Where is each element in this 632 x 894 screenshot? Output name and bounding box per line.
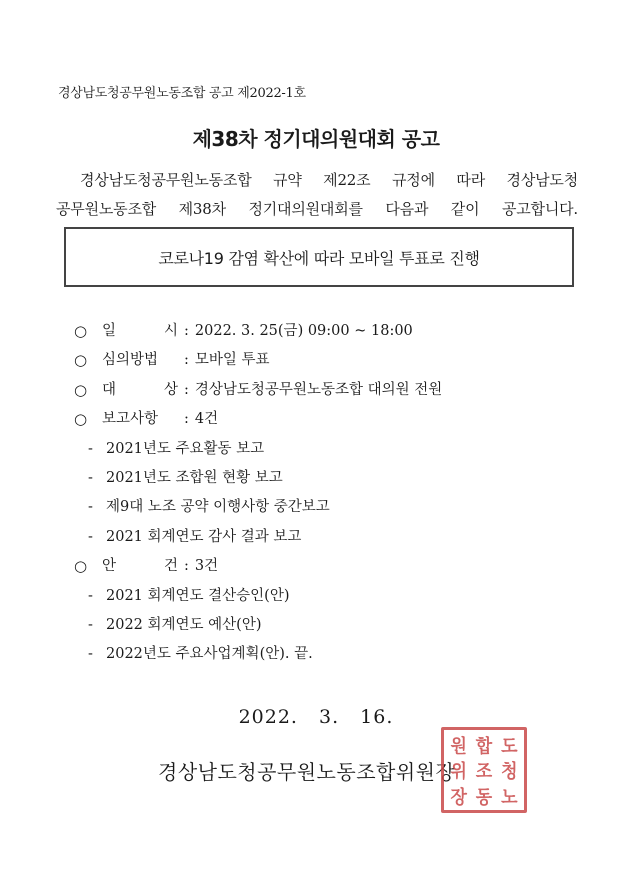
item-label-part: 건 xyxy=(163,558,178,575)
details-list xyxy=(74,317,574,670)
intro-line-2: 공무원노동조합 제38차 정기대의원대회를 다음과 같이 공고합니다. xyxy=(56,200,578,218)
item-label xyxy=(102,317,178,346)
colon: : xyxy=(184,323,189,339)
intro-line-1: 경상남도청공무원노동조합 규약 제22조 규정에 따라 경상남도청 xyxy=(80,171,578,189)
seal-char: 원 xyxy=(450,736,467,759)
item-label-part: 대 xyxy=(102,381,117,398)
item-label-part: 보고사항 xyxy=(102,411,159,428)
intro-paragraph xyxy=(56,166,578,224)
item-label xyxy=(102,405,178,434)
seal-char: 조 xyxy=(475,761,493,784)
item-value: 모바일 투표 xyxy=(194,352,270,369)
bullet-icon: ○ xyxy=(74,322,88,340)
sub-item-text: 2021년도 조합원 현황 보고 xyxy=(106,469,283,486)
item-label xyxy=(102,346,178,375)
detail-item-agenda xyxy=(74,552,574,581)
sub-item xyxy=(74,435,574,464)
document-date: 2022. 3. 16. xyxy=(238,706,394,728)
seal-char: 장 xyxy=(450,787,467,810)
sub-item xyxy=(74,611,574,640)
colon: : xyxy=(184,411,189,428)
dash-icon: - xyxy=(88,646,93,663)
bullet-icon: ○ xyxy=(74,410,88,429)
item-label-part: 시 xyxy=(163,323,178,339)
seal-char: 도 xyxy=(501,736,518,759)
dash-icon: - xyxy=(88,499,93,516)
item-label-part: 일 xyxy=(102,323,117,339)
official-seal-stamp xyxy=(441,727,527,813)
sub-item-text: 제9대 노조 공약 이행사항 중간보고 xyxy=(106,499,330,516)
sub-item-text: 2021 회계연도 감사 결과 보고 xyxy=(106,528,302,545)
dash-icon: - xyxy=(88,616,93,633)
notice-box xyxy=(64,227,574,287)
item-label-part: 상 xyxy=(163,381,178,398)
item-value: 경상남도청공무원노동조합 대의원 전원 xyxy=(194,381,443,398)
detail-item-3 xyxy=(74,376,574,405)
item-label xyxy=(102,552,178,581)
sub-item-text: 2021년도 주요활동 보고 xyxy=(106,440,265,457)
sub-item-text: 2022년도 주요사업계획(안). 끝. xyxy=(106,646,313,663)
item-label-part: 안 xyxy=(102,558,117,575)
bullet-icon: ○ xyxy=(74,557,88,576)
dash-icon: - xyxy=(88,440,93,457)
detail-item-1 xyxy=(74,317,574,346)
seal-char: 청 xyxy=(501,761,518,784)
announcement-number: 경상남도청공무원노동조합 공고 제2022-1호 xyxy=(58,86,306,101)
colon: : xyxy=(184,381,189,398)
item-value: 4건 xyxy=(194,411,219,428)
bullet-icon: ○ xyxy=(74,351,88,370)
item-label-part: 심의방법 xyxy=(102,352,159,369)
sub-item-text: 2022 회계연도 예산(안) xyxy=(106,616,262,633)
bullet-icon: ○ xyxy=(74,380,88,399)
sub-item xyxy=(74,464,574,493)
sub-item xyxy=(74,582,574,611)
colon: : xyxy=(184,352,189,369)
seal-char: 위 xyxy=(450,761,467,784)
dash-icon: - xyxy=(88,528,93,545)
document-title: 제38차 정기대의원대회 공고 xyxy=(192,127,440,151)
item-value: 3건 xyxy=(194,558,219,575)
dash-icon: - xyxy=(88,469,93,486)
detail-item-4 xyxy=(74,405,574,434)
item-value: 2022. 3. 25(금) 09:00 ~ 18:00 xyxy=(194,323,413,339)
dash-icon: - xyxy=(88,587,93,604)
notice-text: 코로나19 감염 확산에 따라 모바일 투표로 진행 xyxy=(158,248,480,268)
sub-item xyxy=(74,523,574,552)
signature-line: 경상남도청공무원노동조합위원장 xyxy=(158,760,456,784)
item-label xyxy=(102,376,178,405)
seal-char: 동 xyxy=(475,787,493,810)
sub-item-text: 2021 회계연도 결산승인(안) xyxy=(106,587,290,604)
colon: : xyxy=(184,558,189,575)
seal-char: 합 xyxy=(475,736,493,759)
sub-item xyxy=(74,640,574,669)
detail-item-2 xyxy=(74,346,574,375)
sub-item xyxy=(74,493,574,522)
seal-char: 노 xyxy=(501,787,518,810)
